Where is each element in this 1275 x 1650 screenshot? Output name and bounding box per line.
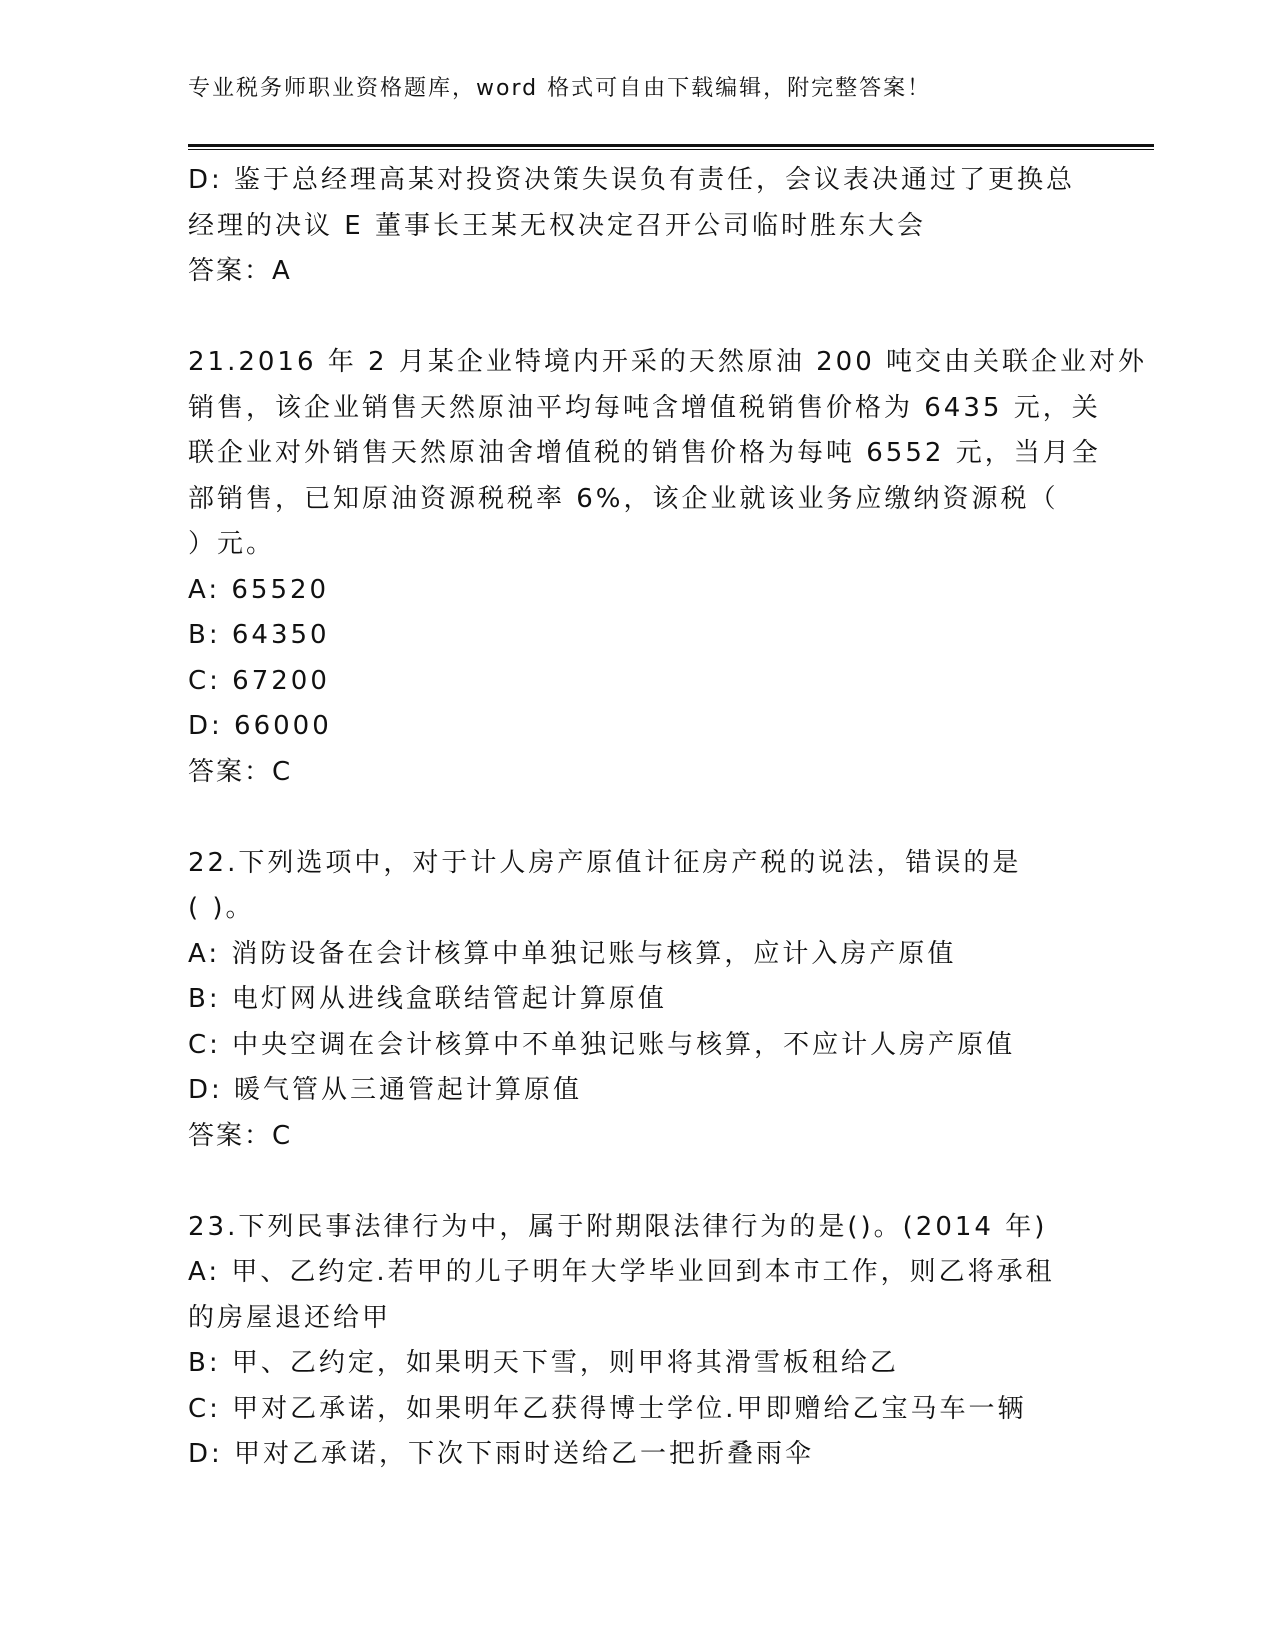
option-d-line-1: D: 鉴于总经理高某对投资决策失误负有责任，会议表决通过了更换总 [188, 165, 1076, 195]
question-stem-line: ( )。 [188, 893, 255, 923]
question-stem-line: 销售，该企业销售天然原油平均每吨含增值税销售价格为 6435 元，关 [188, 392, 1101, 423]
option-a: A: 消防设备在会计核算中单独记账与核算，应计入房产原值 [188, 938, 957, 969]
question-stem-line: 联企业对外销售天然原油舍增值税的销售价格为每吨 6552 元，当月全 [188, 438, 1101, 468]
question-22 [188, 841, 1088, 1160]
question-stem-line: 23.下列民事法律行为中，属于附期限法律行为的是()。(2014 年) [188, 1211, 1048, 1242]
question-23 [188, 1205, 1088, 1478]
question-stem-line: 部销售，已知原油资源税税率 6%，该企业就该业务应缴纳资源税（ [188, 483, 1059, 514]
spacer [188, 1159, 1088, 1205]
answer-label: 答案：C [188, 756, 293, 787]
spacer [188, 795, 1088, 841]
option-d: D: 甲对乙承诺，下次下雨时送给乙一把折叠雨伞 [188, 1439, 815, 1469]
option-c: C: 67200 [188, 665, 330, 696]
option-b: B: 64350 [188, 620, 330, 650]
answer-label: 答案：C [188, 1120, 293, 1151]
option-d: D: 66000 [188, 711, 332, 741]
spacer [188, 295, 1088, 341]
option-c: C: 中央空调在会计核算中不单独记账与核算，不应计人房产原值 [188, 1029, 1016, 1060]
question-stem-line: 21.2016 年 2 月某企业特境内开采的天然原油 200 吨交由关联企业对外 [188, 347, 1148, 377]
header-rule-thin [188, 149, 1154, 150]
document-body [188, 158, 1148, 1478]
option-a: A: 65520 [188, 574, 330, 605]
option-c: C: 甲对乙承诺，如果明年乙获得博士学位.甲即赠给乙宝马车一辆 [188, 1393, 1027, 1424]
header-rule-thick [188, 144, 1154, 147]
answer-label: 答案：A [188, 256, 292, 286]
option-d-line-2: 经理的决议 E 董事长王某无权决定召开公司临时胜东大会 [188, 210, 926, 241]
option-b: B: 甲、乙约定，如果明天下雪，则甲将其滑雪板租给乙 [188, 1348, 899, 1378]
option-b: B: 电灯网从进线盒联结管起计算原值 [188, 984, 667, 1014]
page-header: 专业税务师职业资格题库，word 格式可自由下载编辑，附完整答案！ [188, 76, 932, 101]
option-d: D: 暖气管从三通管起计算原值 [188, 1075, 583, 1105]
option-a-line-2: 的房屋退还给甲 [188, 1302, 392, 1333]
question-stem-line: 22.下列选项中，对于计人房产原值计征房产税的说法，错误的是 [188, 847, 1022, 878]
question-21 [188, 340, 1148, 795]
question-stem-line: ）元。 [188, 529, 276, 559]
option-a-line-1: A: 甲、乙约定.若甲的儿子明年大学毕业回到本市工作，则乙将承租 [188, 1257, 1055, 1287]
question-20-tail [188, 158, 1088, 295]
